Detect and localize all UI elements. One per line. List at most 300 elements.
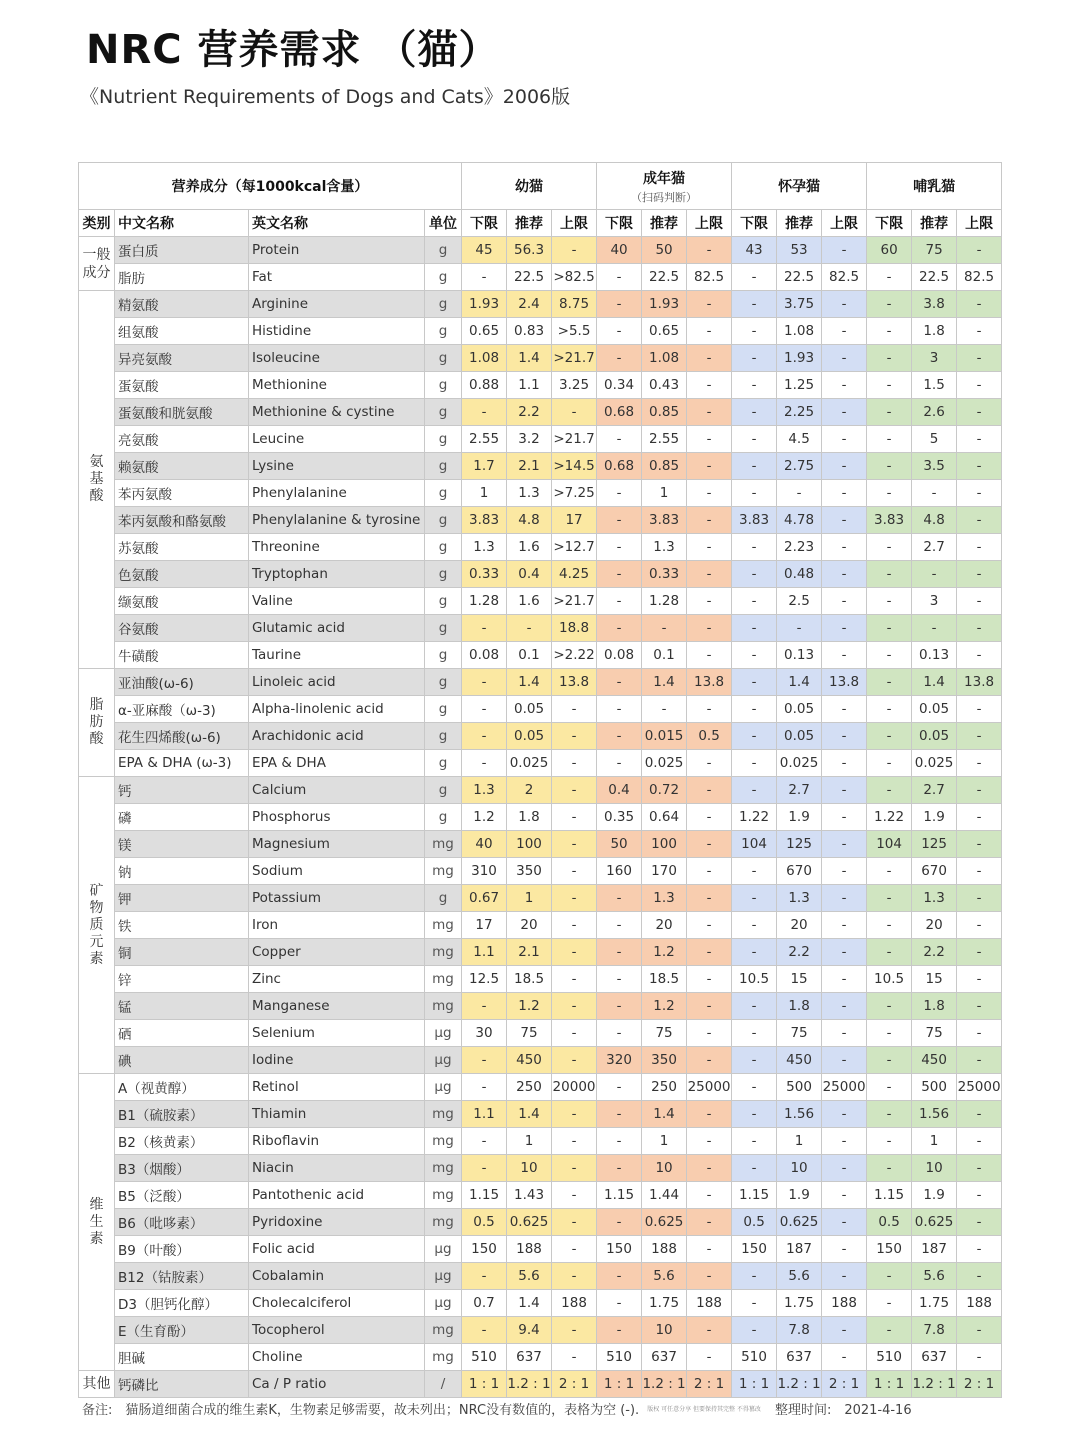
value-cell: 500: [777, 1074, 822, 1101]
value-cell: 150: [462, 1236, 507, 1263]
value-cell: 0.1: [642, 642, 687, 669]
footer-remark: 备注: 猫肠道细菌合成的维生素K，生物素足够需要，故未列出；NRC没有数值的，表格为空 (-).: [82, 1403, 640, 1418]
value-cell: 7.8: [777, 1317, 822, 1344]
value-cell: -: [732, 372, 777, 399]
col-max: 上限: [957, 210, 1002, 237]
unit-cell: g: [425, 750, 462, 777]
value-cell: -: [687, 1209, 732, 1236]
value-cell: 510: [867, 1344, 912, 1371]
value-cell: 1.15: [597, 1182, 642, 1209]
value-cell: 350: [507, 858, 552, 885]
unit-cell: g: [425, 777, 462, 804]
value-cell: -: [597, 264, 642, 291]
value-cell: 1.93: [462, 291, 507, 318]
value-cell: 1: [462, 480, 507, 507]
value-cell: -: [687, 588, 732, 615]
value-cell: 250: [507, 1074, 552, 1101]
value-cell: 1.08: [777, 318, 822, 345]
cn-name-cell: 磷: [115, 804, 249, 831]
value-cell: 75: [507, 1020, 552, 1047]
value-cell: -: [462, 1047, 507, 1074]
value-cell: 1.3: [462, 534, 507, 561]
value-cell: 3.83: [732, 507, 777, 534]
cn-name-cell: 异亮氨酸: [115, 345, 249, 372]
en-name-cell: Pantothenic acid: [249, 1182, 425, 1209]
value-cell: 2.2: [507, 399, 552, 426]
value-cell: -: [462, 1263, 507, 1290]
value-cell: -: [822, 642, 867, 669]
value-cell: -: [597, 534, 642, 561]
value-cell: -: [957, 480, 1002, 507]
cn-name-cell: 镁: [115, 831, 249, 858]
value-cell: 2 : 1: [957, 1371, 1002, 1398]
table-row: [79, 831, 1002, 858]
value-cell: 7.8: [912, 1317, 957, 1344]
value-cell: 0.68: [597, 399, 642, 426]
value-cell: -: [552, 1020, 597, 1047]
value-cell: 0.05: [912, 723, 957, 750]
en-name-cell: Thiamin: [249, 1101, 425, 1128]
value-cell: -: [597, 426, 642, 453]
en-name-cell: Fat: [249, 264, 425, 291]
value-cell: -: [597, 885, 642, 912]
value-cell: -: [867, 453, 912, 480]
value-cell: >21.7: [552, 426, 597, 453]
value-cell: -: [822, 1047, 867, 1074]
unit-cell: mg: [425, 858, 462, 885]
cn-name-cell: 锌: [115, 966, 249, 993]
value-cell: -: [687, 885, 732, 912]
value-cell: -: [822, 534, 867, 561]
value-cell: -: [822, 1209, 867, 1236]
value-cell: -: [822, 804, 867, 831]
value-cell: 1.93: [642, 291, 687, 318]
value-cell: 0.5: [732, 1209, 777, 1236]
nutrient-header: 营养成分（每1000kcal含量）: [79, 163, 462, 210]
value-cell: 1: [777, 1128, 822, 1155]
value-cell: 1.2 : 1: [642, 1371, 687, 1398]
col-rec: 推荐: [507, 210, 552, 237]
en-name-cell: Choline: [249, 1344, 425, 1371]
value-cell: 310: [462, 858, 507, 885]
value-cell: 0.025: [642, 750, 687, 777]
value-cell: -: [462, 615, 507, 642]
category-cell: 矿物质元素: [79, 777, 115, 1074]
value-cell: -: [732, 318, 777, 345]
unit-cell: g: [425, 669, 462, 696]
cn-name-cell: 锰: [115, 993, 249, 1020]
value-cell: -: [732, 399, 777, 426]
value-cell: 3.83: [642, 507, 687, 534]
table-row: [79, 561, 1002, 588]
value-cell: -: [822, 939, 867, 966]
unit-cell: g: [425, 399, 462, 426]
unit-cell: mg: [425, 1182, 462, 1209]
value-cell: 1.08: [642, 345, 687, 372]
en-name-cell: Magnesium: [249, 831, 425, 858]
value-cell: 0.48: [777, 561, 822, 588]
unit-cell: g: [425, 264, 462, 291]
value-cell: 1.93: [777, 345, 822, 372]
en-name-cell: EPA & DHA: [249, 750, 425, 777]
value-cell: 18.5: [642, 966, 687, 993]
footer-date: 整理时间: 2021-4-16: [774, 1403, 912, 1418]
value-cell: 188: [957, 1290, 1002, 1317]
en-name-cell: Leucine: [249, 426, 425, 453]
group-header-pregnant: [732, 163, 867, 210]
value-cell: -: [687, 993, 732, 1020]
value-cell: 3.8: [912, 291, 957, 318]
cn-name-cell: 硒: [115, 1020, 249, 1047]
value-cell: -: [597, 615, 642, 642]
unit-cell: mg: [425, 912, 462, 939]
value-cell: 10: [777, 1155, 822, 1182]
en-name-cell: Sodium: [249, 858, 425, 885]
value-cell: -: [822, 480, 867, 507]
value-cell: -: [552, 696, 597, 723]
value-cell: -: [597, 1074, 642, 1101]
cn-name-cell: 苯丙氨酸和酪氨酸: [115, 507, 249, 534]
value-cell: 0.65: [642, 318, 687, 345]
unit-cell: mg: [425, 939, 462, 966]
value-cell: 125: [777, 831, 822, 858]
column-header-row: [79, 210, 1002, 237]
value-cell: -: [957, 723, 1002, 750]
value-cell: 1.3: [462, 777, 507, 804]
unit-cell: g: [425, 723, 462, 750]
value-cell: 2.25: [777, 399, 822, 426]
value-cell: 1.22: [867, 804, 912, 831]
value-cell: 250: [642, 1074, 687, 1101]
value-cell: -: [552, 399, 597, 426]
value-cell: -: [957, 939, 1002, 966]
value-cell: -: [687, 966, 732, 993]
footer-small-print: 版权 可任意分享 但要保持其完整 不得篡改: [647, 1406, 761, 1413]
value-cell: -: [822, 1317, 867, 1344]
value-cell: -: [597, 966, 642, 993]
value-cell: -: [552, 804, 597, 831]
value-cell: -: [552, 1209, 597, 1236]
value-cell: 20000: [552, 1074, 597, 1101]
value-cell: -: [957, 912, 1002, 939]
value-cell: 5.6: [912, 1263, 957, 1290]
value-cell: -: [777, 615, 822, 642]
value-cell: -: [732, 723, 777, 750]
value-cell: -: [732, 696, 777, 723]
table-row: [79, 1209, 1002, 1236]
value-cell: 2.23: [777, 534, 822, 561]
cn-name-cell: 精氨酸: [115, 291, 249, 318]
value-cell: -: [957, 291, 1002, 318]
col-rec: 推荐: [912, 210, 957, 237]
value-cell: -: [867, 858, 912, 885]
value-cell: 0.13: [912, 642, 957, 669]
value-cell: -: [867, 534, 912, 561]
en-name-cell: Methionine & cystine: [249, 399, 425, 426]
value-cell: 50: [597, 831, 642, 858]
value-cell: -: [507, 615, 552, 642]
value-cell: -: [822, 966, 867, 993]
value-cell: 10.5: [867, 966, 912, 993]
value-cell: -: [552, 912, 597, 939]
value-cell: 1.75: [642, 1290, 687, 1317]
value-cell: -: [462, 993, 507, 1020]
value-cell: -: [552, 939, 597, 966]
en-name-cell: Protein: [249, 237, 425, 264]
value-cell: 50: [642, 237, 687, 264]
value-cell: -: [597, 507, 642, 534]
value-cell: 104: [732, 831, 777, 858]
footer-note: [82, 1399, 1002, 1418]
value-cell: -: [867, 561, 912, 588]
value-cell: -: [552, 1236, 597, 1263]
col-min: 下限: [597, 210, 642, 237]
value-cell: -: [957, 1155, 1002, 1182]
value-cell: >2.22: [552, 642, 597, 669]
value-cell: 0.625: [642, 1209, 687, 1236]
cn-name-cell: 苏氨酸: [115, 534, 249, 561]
value-cell: 82.5: [957, 264, 1002, 291]
value-cell: >21.7: [552, 345, 597, 372]
value-cell: 1.2: [642, 993, 687, 1020]
group-header-lactating: [867, 163, 1002, 210]
en-name-cell: Arachidonic acid: [249, 723, 425, 750]
value-cell: 4.25: [552, 561, 597, 588]
en-name-cell: Isoleucine: [249, 345, 425, 372]
value-cell: 1.56: [912, 1101, 957, 1128]
table-row: [79, 939, 1002, 966]
en-name-cell: Phosphorus: [249, 804, 425, 831]
value-cell: 25000: [957, 1074, 1002, 1101]
value-cell: -: [552, 831, 597, 858]
value-cell: 1.9: [912, 1182, 957, 1209]
value-cell: -: [642, 615, 687, 642]
value-cell: -: [822, 858, 867, 885]
value-cell: -: [822, 1182, 867, 1209]
value-cell: 2.75: [777, 453, 822, 480]
col-max: 上限: [822, 210, 867, 237]
value-cell: -: [597, 480, 642, 507]
cn-name-cell: 铜: [115, 939, 249, 966]
value-cell: 15: [777, 966, 822, 993]
en-name-cell: Phenylalanine: [249, 480, 425, 507]
value-cell: 1.44: [642, 1182, 687, 1209]
value-cell: -: [552, 1317, 597, 1344]
table-row: [79, 777, 1002, 804]
value-cell: 0.05: [777, 696, 822, 723]
value-cell: 0.08: [462, 642, 507, 669]
cn-name-cell: 色氨酸: [115, 561, 249, 588]
value-cell: 1.56: [777, 1101, 822, 1128]
unit-cell: g: [425, 561, 462, 588]
value-cell: 8.75: [552, 291, 597, 318]
value-cell: 1.3: [642, 885, 687, 912]
value-cell: -: [957, 885, 1002, 912]
value-cell: -: [777, 480, 822, 507]
value-cell: -: [822, 1020, 867, 1047]
value-cell: -: [822, 750, 867, 777]
value-cell: >21.7: [552, 588, 597, 615]
value-cell: 1.9: [912, 804, 957, 831]
en-name-cell: Iodine: [249, 1047, 425, 1074]
value-cell: -: [462, 750, 507, 777]
value-cell: 1.4: [912, 669, 957, 696]
en-name-cell: Lysine: [249, 453, 425, 480]
value-cell: -: [462, 696, 507, 723]
value-cell: 1.2 : 1: [777, 1371, 822, 1398]
table-body: [79, 237, 1002, 1398]
group-header-row: [79, 163, 1002, 210]
en-name-cell: Iron: [249, 912, 425, 939]
value-cell: -: [822, 588, 867, 615]
value-cell: -: [732, 1317, 777, 1344]
value-cell: -: [732, 534, 777, 561]
cn-name-cell: B5（泛酸）: [115, 1182, 249, 1209]
value-cell: 450: [507, 1047, 552, 1074]
value-cell: 30: [462, 1020, 507, 1047]
value-cell: 1.6: [507, 534, 552, 561]
table-row: [79, 1047, 1002, 1074]
value-cell: -: [867, 1263, 912, 1290]
value-cell: -: [732, 939, 777, 966]
value-cell: -: [732, 1155, 777, 1182]
value-cell: -: [867, 1101, 912, 1128]
table-row: [79, 642, 1002, 669]
value-cell: 0.625: [912, 1209, 957, 1236]
cn-name-cell: 钙磷比: [115, 1371, 249, 1398]
table-row: [79, 291, 1002, 318]
value-cell: 4.8: [507, 507, 552, 534]
value-cell: 0.4: [507, 561, 552, 588]
group-header-adult: [597, 163, 732, 210]
value-cell: -: [597, 993, 642, 1020]
value-cell: 1.4: [507, 1101, 552, 1128]
table-row: [79, 1182, 1002, 1209]
value-cell: 1 : 1: [867, 1371, 912, 1398]
value-cell: -: [822, 399, 867, 426]
value-cell: -: [597, 318, 642, 345]
cn-name-cell: B12（钴胺素）: [115, 1263, 249, 1290]
unit-cell: μg: [425, 1047, 462, 1074]
value-cell: -: [957, 318, 1002, 345]
value-cell: -: [462, 264, 507, 291]
value-cell: 22.5: [507, 264, 552, 291]
value-cell: 125: [912, 831, 957, 858]
value-cell: -: [732, 480, 777, 507]
en-name-cell: Alpha-linolenic acid: [249, 696, 425, 723]
value-cell: 0.67: [462, 885, 507, 912]
value-cell: 1.75: [777, 1290, 822, 1317]
value-cell: -: [732, 1020, 777, 1047]
value-cell: -: [957, 426, 1002, 453]
value-cell: -: [822, 507, 867, 534]
table-row: [79, 1101, 1002, 1128]
value-cell: -: [957, 1317, 1002, 1344]
en-name-cell: Linoleic acid: [249, 669, 425, 696]
value-cell: 0.33: [462, 561, 507, 588]
value-cell: 5.6: [777, 1263, 822, 1290]
value-cell: 25000: [822, 1074, 867, 1101]
cn-name-cell: α-亚麻酸（ω-3): [115, 696, 249, 723]
cn-name-cell: 亚油酸(ω-6): [115, 669, 249, 696]
value-cell: 2.7: [777, 777, 822, 804]
value-cell: -: [957, 561, 1002, 588]
en-name-cell: Methionine: [249, 372, 425, 399]
value-cell: -: [687, 399, 732, 426]
cn-name-cell: 组氨酸: [115, 318, 249, 345]
value-cell: -: [822, 453, 867, 480]
value-cell: 82.5: [822, 264, 867, 291]
value-cell: 187: [777, 1236, 822, 1263]
cn-name-cell: 碘: [115, 1047, 249, 1074]
value-cell: 0.33: [642, 561, 687, 588]
value-cell: -: [822, 426, 867, 453]
table-row: [79, 1128, 1002, 1155]
value-cell: 188: [552, 1290, 597, 1317]
cn-name-cell: 苯丙氨酸: [115, 480, 249, 507]
value-cell: 0.1: [507, 642, 552, 669]
col-rec: 推荐: [642, 210, 687, 237]
value-cell: -: [687, 318, 732, 345]
value-cell: -: [732, 858, 777, 885]
value-cell: 1: [642, 1128, 687, 1155]
table-row: [79, 1236, 1002, 1263]
unit-cell: mg: [425, 993, 462, 1020]
value-cell: 637: [912, 1344, 957, 1371]
table-row: [79, 993, 1002, 1020]
value-cell: -: [732, 561, 777, 588]
table-row: [79, 426, 1002, 453]
table-row: [79, 1074, 1002, 1101]
value-cell: -: [687, 1128, 732, 1155]
group-name: 幼猫: [515, 179, 544, 195]
value-cell: -: [957, 1047, 1002, 1074]
value-cell: -: [687, 1236, 732, 1263]
cn-name-cell: B6（吡哆素）: [115, 1209, 249, 1236]
en-name-cell: Cobalamin: [249, 1263, 425, 1290]
value-cell: -: [597, 1317, 642, 1344]
value-cell: -: [597, 750, 642, 777]
value-cell: -: [552, 777, 597, 804]
value-cell: -: [462, 723, 507, 750]
value-cell: -: [867, 777, 912, 804]
page-subtitle: 《Nutrient Requirements of Dogs and Cats》2006版: [80, 86, 571, 108]
value-cell: 1.2 : 1: [507, 1371, 552, 1398]
value-cell: -: [597, 345, 642, 372]
value-cell: -: [552, 966, 597, 993]
value-cell: 1.8: [912, 993, 957, 1020]
value-cell: 3.83: [462, 507, 507, 534]
value-cell: 0.025: [777, 750, 822, 777]
value-cell: 2.1: [507, 453, 552, 480]
value-cell: -: [597, 561, 642, 588]
value-cell: 10: [642, 1317, 687, 1344]
value-cell: -: [687, 561, 732, 588]
value-cell: 0.05: [912, 696, 957, 723]
en-name-cell: Selenium: [249, 1020, 425, 1047]
cn-name-cell: 钙: [115, 777, 249, 804]
table-row: [79, 750, 1002, 777]
value-cell: 1.3: [642, 534, 687, 561]
value-cell: -: [957, 750, 1002, 777]
value-cell: 0.68: [597, 453, 642, 480]
value-cell: 1 : 1: [462, 1371, 507, 1398]
value-cell: 188: [687, 1290, 732, 1317]
value-cell: 1.08: [462, 345, 507, 372]
table-row: [79, 1371, 1002, 1398]
value-cell: >12.7: [552, 534, 597, 561]
unit-cell: mg: [425, 1317, 462, 1344]
